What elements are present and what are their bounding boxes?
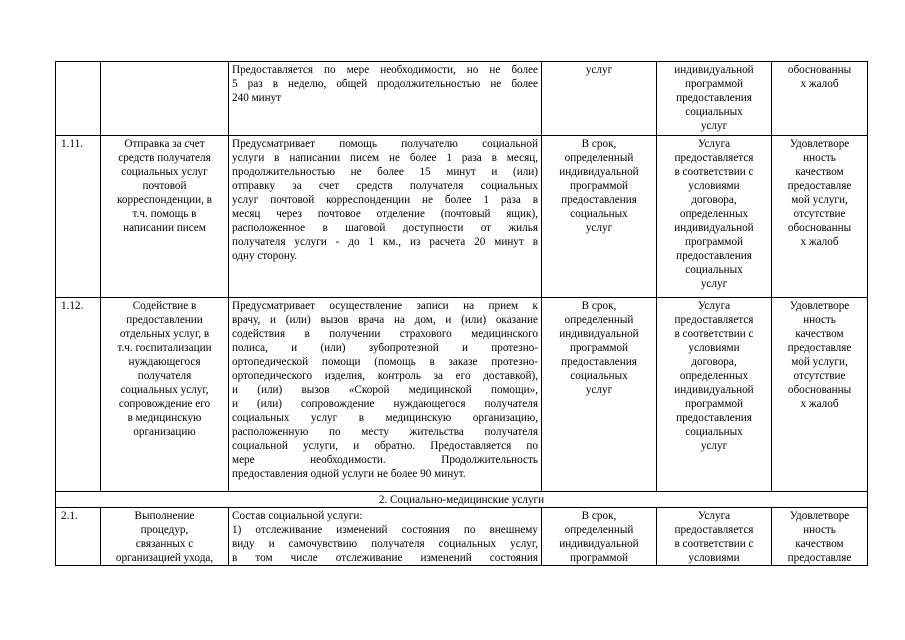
service-name-line: Содействие в (132, 300, 197, 312)
service-name-line: средств получателя (118, 152, 211, 164)
description-line: ортопедического изделия, контроль за его доставкой), (232, 370, 538, 382)
section-title: 2. Социально-медицинские услуги (56, 492, 868, 508)
table-row (56, 508, 868, 566)
description-line: услуг почтовой корреспонденции не более 1 раза в (232, 194, 538, 206)
term-line: услуг (585, 64, 613, 76)
criteria-line: нность (803, 152, 836, 164)
row-number: 1.11. (56, 136, 101, 298)
description-line: продолжительностью не более 15 минут и (или) (232, 166, 538, 178)
description-line: Предусматривает осуществление записи на прием к (232, 300, 538, 312)
condition-cell (657, 298, 772, 492)
condition-line: услуг (700, 120, 728, 132)
table-row (56, 298, 868, 492)
term-line: В срок, (581, 300, 617, 312)
description-line: одну сторону. (232, 250, 298, 262)
description-line: расположенную по месту жительства получателя (232, 426, 538, 438)
description-line: врачу, и (или) вызов врача на дом, и (или) оказание (232, 314, 538, 326)
condition-line: договора, (691, 194, 737, 206)
service-name-line: почтовой (142, 180, 187, 192)
description-line: в том числе отслеживание изменений состояния (232, 552, 538, 564)
condition-line: программой (684, 398, 744, 410)
condition-line: предоставления (676, 92, 752, 104)
condition-line: Услуга (697, 510, 731, 522)
condition-cell (657, 62, 772, 136)
term-line: индивидуальной (559, 166, 639, 178)
term-line: социальных (570, 208, 628, 220)
row-number: 1.12. (56, 298, 101, 492)
criteria-line: нность (803, 314, 836, 326)
criteria-line: х жалоб (800, 236, 839, 248)
description-line: и (или) вызов «Скорой медицинской помощи», (232, 384, 538, 396)
description-line: содействия в получении страхового медицинского (232, 328, 538, 340)
service-name-line: корреспонденции, в (117, 194, 212, 206)
description-line: предоставления одной услуги не более 90 минут. (232, 468, 466, 480)
criteria-cell (772, 508, 868, 566)
section-row (56, 492, 868, 508)
term-cell (542, 62, 657, 136)
term-line: предоставления (561, 356, 637, 368)
service-description-cell (229, 508, 542, 566)
service-name-cell (101, 508, 229, 566)
service-name-line: организацией ухода, (115, 552, 214, 564)
service-name-cell (101, 136, 229, 298)
row-number: 2.1. (56, 508, 101, 566)
criteria-line: Удовлетворе (789, 300, 850, 312)
term-line: социальных (570, 370, 628, 382)
services-table (55, 61, 868, 566)
criteria-cell (772, 62, 868, 136)
table-row (56, 62, 868, 136)
term-line: услуг (585, 384, 613, 396)
condition-line: услуг (700, 440, 728, 452)
condition-line: предоставляется (674, 314, 754, 326)
criteria-cell (772, 298, 868, 492)
criteria-line: предоставляе (787, 180, 852, 192)
description-line: отправку за счет средств получателя социальных (232, 180, 538, 192)
criteria-line: предоставляе (787, 552, 852, 564)
table-row (56, 136, 868, 298)
condition-line: предоставления (676, 250, 752, 262)
service-name-line: нуждающегося (128, 356, 201, 368)
term-line: индивидуальной (559, 328, 639, 340)
condition-line: программой (684, 78, 744, 90)
term-cell (542, 298, 657, 492)
criteria-line: качеством (795, 328, 844, 340)
description-line: полиса, и (или) зубопротезной и протезно- (232, 342, 538, 354)
criteria-line: мой услуги, (791, 194, 848, 206)
criteria-line: обоснованны (787, 222, 852, 234)
criteria-line: мой услуги, (791, 356, 848, 368)
term-line: определенный (564, 314, 634, 326)
criteria-line: нность (803, 524, 836, 536)
term-line: предоставления (561, 194, 637, 206)
service-description-cell (229, 136, 542, 298)
service-name-line: т.ч. госпитализации (117, 342, 212, 354)
description-line: 240 минут (232, 92, 282, 104)
condition-line: в соответствии с (674, 166, 754, 178)
criteria-line: качеством (795, 166, 844, 178)
description-line: социальной услуги, и обратно. Предоставляется по (232, 440, 538, 452)
condition-line: индивидуальной (674, 64, 754, 76)
criteria-line: качеством (795, 538, 844, 550)
condition-line: определенных (679, 208, 749, 220)
condition-line: в соответствии с (674, 538, 754, 550)
service-name-line: получателя (137, 370, 192, 382)
service-name-line: т.ч. помощь в (132, 208, 197, 220)
service-name-line: социальных услуг (121, 166, 208, 178)
description-line: получателя услуги - до 1 км., из расчета 20 минут в (232, 236, 538, 248)
term-line: услуг (585, 222, 613, 234)
description-line: Предусматривает помощь получателю социальной (232, 138, 538, 150)
term-line: определенный (564, 524, 634, 536)
condition-line: социальных (685, 106, 743, 118)
condition-line: предоставляется (674, 152, 754, 164)
description-line: месяц через почтовое отделение (почтовый ящик), (232, 208, 538, 220)
description-line: 5 раз в неделю, общей продолжительностью не более (232, 78, 538, 90)
criteria-line: х жалоб (800, 398, 839, 410)
description-line: Предоставляется по мере необходимости, но не более (232, 64, 538, 76)
term-line: программой (569, 552, 629, 564)
condition-line: условиями (688, 342, 740, 354)
condition-cell (657, 508, 772, 566)
condition-line: предоставляется (674, 524, 754, 536)
condition-cell (657, 136, 772, 298)
description-line: и (или) сопровождение нуждающегося получателя (232, 398, 538, 410)
service-name-line: в медицинскую (127, 412, 202, 424)
service-name-line: Отправка за счет (124, 138, 205, 150)
service-name-line: написании писем (123, 222, 206, 234)
criteria-line: предоставляе (787, 342, 852, 354)
description-line: ортопедической помощи (помощь в заказе протезно- (232, 356, 538, 368)
condition-line: программой (684, 236, 744, 248)
service-description-cell (229, 298, 542, 492)
criteria-line: отсутствие (793, 208, 846, 220)
condition-line: условиями (688, 552, 740, 564)
condition-line: социальных (685, 426, 743, 438)
criteria-line: обоснованны (787, 384, 852, 396)
condition-line: в соответствии с (674, 328, 754, 340)
description-line: 1) отслеживание изменений состояния по внешнему (232, 524, 538, 536)
criteria-line: Удовлетворе (789, 510, 850, 522)
service-name-line: отдельных услуг, в (119, 328, 210, 340)
description-line: расположенное в шаговой доступности от жилья (232, 222, 538, 234)
criteria-line: отсутствие (793, 370, 846, 382)
description-line: мере необходимости. Продолжительность (232, 454, 538, 466)
condition-line: социальных (685, 264, 743, 276)
description-line: Состав социальной услуги: (232, 510, 363, 522)
criteria-line: Удовлетворе (789, 138, 850, 150)
term-cell (542, 136, 657, 298)
term-line: программой (569, 180, 629, 192)
condition-line: договора, (691, 356, 737, 368)
service-name-line: сопровождение его (118, 398, 211, 410)
condition-line: предоставления (676, 412, 752, 424)
term-line: индивидуальной (559, 538, 639, 550)
condition-line: определенных (679, 370, 749, 382)
service-name-cell (101, 62, 229, 136)
condition-line: Услуга (697, 138, 731, 150)
criteria-line: х жалоб (800, 78, 839, 90)
service-name-line: организацию (133, 426, 196, 438)
term-line: В срок, (581, 510, 617, 522)
condition-line: Услуга (697, 300, 731, 312)
service-name-line: процедур, (140, 524, 189, 536)
service-description-cell (229, 62, 542, 136)
condition-line: условиями (688, 180, 740, 192)
term-line: программой (569, 342, 629, 354)
description-line: услуги в написании писем не более 1 раза в месяц, (232, 152, 538, 164)
condition-line: услуг (700, 278, 728, 290)
condition-line: индивидуальной (674, 384, 754, 396)
service-name-line: социальных услуг, (120, 384, 209, 396)
term-cell (542, 508, 657, 566)
service-name-line: Выполнение (134, 510, 195, 522)
description-line: социальных услуг в медицинскую организацию, (232, 412, 538, 424)
service-name-line: предоставлении (126, 314, 203, 326)
condition-line: индивидуальной (674, 222, 754, 234)
description-line: виду и самочувствию получателя социальных услуг, (232, 538, 538, 550)
row-number (56, 62, 101, 136)
term-line: В срок, (581, 138, 617, 150)
service-name-cell (101, 298, 229, 492)
criteria-line: обоснованны (787, 64, 852, 76)
criteria-cell (772, 136, 868, 298)
service-name-line: связанных с (135, 538, 194, 550)
term-line: определенный (564, 152, 634, 164)
